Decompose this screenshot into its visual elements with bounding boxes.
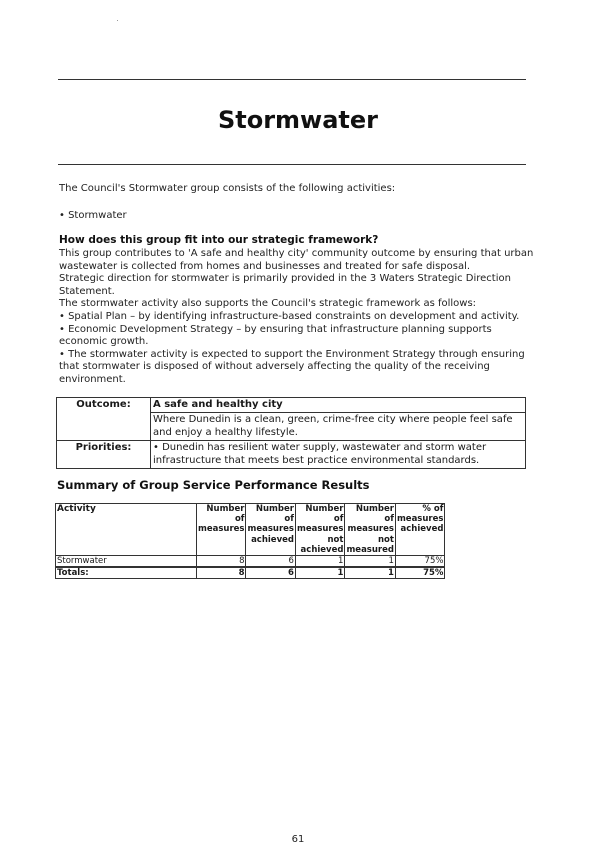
intro-text: The Council's Stormwater group consists of the following activities: (59, 183, 396, 194)
totals-not-measured: 1 (345, 567, 396, 579)
outcome-row (57, 398, 526, 413)
totals-percent: 75% (395, 567, 444, 579)
priorities-label: Priorities: (57, 441, 151, 469)
achieved-cell: 6 (246, 556, 295, 568)
activity-list-item: • Stormwater (59, 210, 127, 221)
column-header: Number of measures not achieved (296, 504, 344, 555)
outcome-table (56, 397, 526, 469)
totals-not-achieved: 1 (295, 567, 344, 579)
priorities-description: • Dunedin has resilient water supply, wastewater and storm water infrastructure that meets best practice environmental standards. (151, 441, 526, 469)
outcome-label: Outcome: (57, 398, 151, 441)
table-row (56, 556, 445, 568)
framework-bullet: • The stormwater activity is expected to support the Environment Strategy through ensuring that stormwater is disposed of without adversely affecting the quality of the receiving environment. (59, 348, 525, 385)
column-header: Number of measures not measured (346, 504, 394, 555)
summary-heading: Summary of Group Service Performance Results (57, 478, 370, 492)
column-header: Number of measures (197, 504, 246, 556)
outcome-title: A safe and healthy city (151, 398, 526, 413)
performance-table (55, 503, 445, 579)
totals-measures: 8 (197, 567, 246, 579)
framework-text (59, 248, 534, 387)
activity-cell: Stormwater (56, 556, 197, 568)
framework-paragraph: This group contributes to 'A safe and healthy city' community outcome by ensuring that urban wastewater is collected from homes and businesses and treated for safe disposal. (59, 248, 534, 272)
measures-cell: 8 (197, 556, 246, 568)
totals-row (56, 567, 445, 579)
page-title: Stormwater (217, 106, 379, 134)
framework-paragraph: Strategic direction for stormwater is primarily provided in the 3 Waters Strategic Direction Statement. (59, 273, 511, 297)
not-achieved-cell: 1 (295, 556, 344, 568)
totals-label: Totals: (56, 567, 197, 579)
priorities-row (57, 441, 526, 469)
title-rule-top (58, 79, 526, 80)
performance-header-row (56, 504, 445, 556)
framework-bullet: • Economic Development Strategy – by ensuring that infrastructure planning supports economic growth. (59, 323, 492, 348)
framework-bullet: • Spatial Plan – by identifying infrastructure-based constraints on development and activity. (59, 310, 520, 322)
totals-achieved: 6 (246, 567, 295, 579)
page-number: 61 (291, 834, 305, 845)
column-header: % of measures achieved (395, 504, 444, 556)
column-header: Number of measures achieved (246, 504, 295, 556)
title-rule-bottom (58, 164, 526, 165)
framework-heading: How does this group fit into our strategic framework? (59, 234, 379, 246)
percent-cell: 75% (395, 556, 444, 568)
column-header: Activity (56, 504, 197, 556)
outcome-description: Where Dunedin is a clean, green, crime-free city where people feel safe and enjoy a healthy lifestyle. (151, 413, 526, 441)
not-measured-cell: 1 (345, 556, 396, 568)
scan-speck (117, 20, 118, 21)
framework-paragraph: The stormwater activity also supports the Council's strategic framework as follows: (59, 298, 477, 310)
